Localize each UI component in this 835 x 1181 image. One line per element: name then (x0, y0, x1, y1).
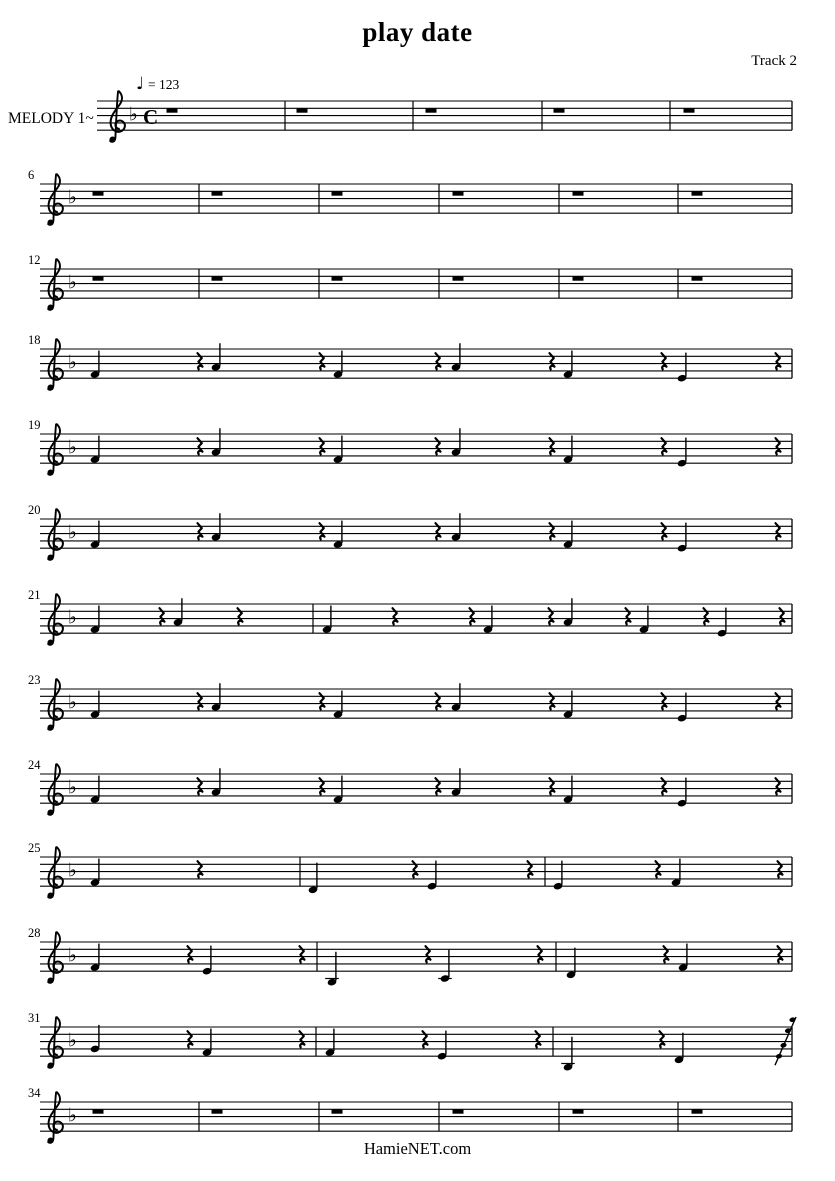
quarter-note (173, 598, 183, 626)
system-m24 (28, 758, 792, 816)
quarter-rest (662, 353, 667, 369)
flat-sign: ♭ (68, 859, 77, 882)
whole-rest (93, 276, 104, 280)
measure-number: 23 (28, 673, 41, 687)
quarter-note (333, 351, 343, 379)
note-run (775, 1017, 796, 1065)
quarter-note (563, 776, 573, 804)
quarter-note (451, 768, 461, 796)
quarter-rest (198, 778, 203, 794)
treble-clef-icon (48, 259, 63, 311)
quarter-rest (423, 1031, 428, 1047)
quarter-rest (300, 946, 305, 962)
whole-rest (426, 108, 437, 112)
system-m28 (28, 926, 792, 986)
whole-rest (332, 1109, 343, 1113)
quarter-rest (198, 438, 203, 454)
tempo-marking (136, 74, 179, 94)
quarter-note (677, 438, 687, 468)
quarter-rest (188, 1031, 193, 1047)
flat-sign: ♭ (68, 436, 77, 459)
quarter-rest (160, 608, 165, 624)
system-m6 (28, 168, 792, 226)
treble-clef-icon (48, 847, 63, 899)
quarter-rest (626, 608, 631, 624)
quarter-rest (776, 353, 781, 369)
flat-sign: ♭ (68, 944, 77, 967)
quarter-note (90, 351, 100, 379)
quarter-rest (198, 861, 203, 877)
whole-rest (93, 1109, 104, 1113)
flat-sign: ♭ (68, 351, 77, 374)
quarter-note (451, 428, 461, 456)
quarter-rest (436, 693, 441, 709)
whole-rest (167, 108, 178, 112)
quarter-note (308, 863, 318, 894)
run-note-head (780, 1042, 787, 1048)
system-m1 (97, 91, 792, 143)
quarter-rest (198, 523, 203, 539)
flat-sign: ♭ (68, 606, 77, 629)
whole-rest (573, 191, 584, 195)
treble-clef-icon (48, 679, 63, 731)
quarter-rest (550, 523, 555, 539)
quarter-rest (436, 778, 441, 794)
measure-number: 34 (28, 1086, 41, 1100)
quarter-rest (662, 523, 667, 539)
footer-watermark: HamieNET.com (363, 1139, 472, 1158)
quarter-note (90, 776, 100, 804)
quarter-note (427, 861, 437, 891)
quarter-note (333, 521, 343, 549)
flat-sign: ♭ (68, 776, 77, 799)
flat-sign: ♭ (68, 521, 77, 544)
tempo-quarter-note-icon: ♩ (136, 74, 145, 94)
whole-rest (93, 191, 104, 195)
quarter-rest (776, 778, 781, 794)
quarter-rest (198, 353, 203, 369)
quarter-note (90, 944, 100, 972)
flat-sign: ♭ (68, 691, 77, 714)
quarter-note (566, 948, 576, 979)
quarter-note (483, 606, 493, 634)
quarter-rest (776, 438, 781, 454)
whole-rest (212, 1109, 223, 1113)
measure-number: 24 (28, 758, 41, 772)
quarter-note (563, 521, 573, 549)
quarter-note (333, 436, 343, 464)
whole-rest (453, 276, 464, 280)
whole-rest (297, 108, 308, 112)
quarter-rest (662, 693, 667, 709)
quarter-note (677, 523, 687, 553)
flat-sign: ♭ (129, 103, 138, 126)
quarter-rest (413, 861, 418, 877)
quarter-rest (550, 778, 555, 794)
whole-rest (692, 1109, 703, 1113)
whole-rest (684, 108, 695, 112)
flat-sign: ♭ (68, 1104, 77, 1127)
measure-number: 19 (28, 418, 41, 432)
whole-rest (212, 191, 223, 195)
quarter-rest (662, 438, 667, 454)
measure-number: 12 (28, 253, 41, 267)
quarter-rest (550, 353, 555, 369)
whole-rest (573, 1109, 584, 1113)
quarter-note (90, 606, 100, 634)
quarter-rest (436, 523, 441, 539)
whole-rest (692, 276, 703, 280)
quarter-rest (320, 353, 325, 369)
quarter-rest (660, 1031, 665, 1047)
system-m19 (28, 418, 792, 476)
flat-sign: ♭ (68, 271, 77, 294)
quarter-note (677, 353, 687, 383)
whole-rest (453, 191, 464, 195)
quarter-rest (426, 946, 431, 962)
quarter-note (211, 683, 221, 711)
quarter-note (451, 343, 461, 371)
page-title: play date (362, 17, 473, 47)
flat-sign: ♭ (68, 1029, 77, 1052)
quarter-note (211, 343, 221, 371)
quarter-note (202, 1029, 212, 1057)
system-m20 (28, 503, 792, 561)
quarter-rest (188, 946, 193, 962)
quarter-rest (320, 523, 325, 539)
quarter-rest (778, 946, 783, 962)
treble-clef-icon (48, 424, 63, 476)
quarter-note (333, 776, 343, 804)
quarter-note (90, 1025, 100, 1053)
treble-clef-icon (48, 594, 63, 646)
quarter-note (438, 950, 452, 983)
quarter-rest (536, 1031, 541, 1047)
system-m25 (28, 841, 792, 899)
run-note-head (775, 1053, 782, 1059)
time-signature: C (143, 105, 159, 129)
quarter-rest (662, 778, 667, 794)
quarter-note (333, 691, 343, 719)
quarter-note (451, 683, 461, 711)
quarter-note (563, 436, 573, 464)
quarter-note (671, 859, 681, 887)
quarter-rest (320, 438, 325, 454)
quarter-note (553, 861, 563, 891)
measure-number: 6 (28, 168, 35, 182)
quarter-note (563, 691, 573, 719)
system-m31 (28, 1011, 796, 1071)
quarter-note (677, 693, 687, 723)
system-m23 (28, 673, 792, 731)
quarter-note (677, 778, 687, 808)
whole-rest (332, 276, 343, 280)
whole-rest (453, 1109, 464, 1113)
quarter-rest (538, 946, 543, 962)
treble-clef-icon (48, 1092, 63, 1144)
quarter-rest (549, 608, 554, 624)
quarter-rest (656, 861, 661, 877)
quarter-rest (238, 608, 243, 624)
system-m34 (28, 1086, 792, 1144)
quarter-rest (436, 353, 441, 369)
quarter-rest (776, 693, 781, 709)
track-label: Track 2 (751, 53, 797, 69)
whole-rest (332, 191, 343, 195)
measure-number: 28 (28, 926, 41, 940)
flat-sign: ♭ (68, 186, 77, 209)
quarter-note (90, 521, 100, 549)
quarter-rest (320, 778, 325, 794)
treble-clef-icon (48, 764, 63, 816)
measure-number: 18 (28, 333, 41, 347)
treble-clef-icon (48, 174, 63, 226)
quarter-note (325, 1029, 335, 1057)
quarter-note (90, 691, 100, 719)
quarter-rest (528, 861, 533, 877)
whole-rest (573, 276, 584, 280)
treble-clef-icon (48, 932, 63, 984)
quarter-note (717, 608, 727, 638)
quarter-note (437, 1031, 447, 1061)
quarter-rest (664, 946, 669, 962)
quarter-note (202, 946, 212, 976)
system-m18 (28, 333, 792, 391)
quarter-rest (776, 523, 781, 539)
quarter-note (451, 513, 461, 541)
system-m21 (28, 588, 792, 646)
measure-number: 25 (28, 841, 41, 855)
quarter-note (678, 944, 688, 972)
measure-number: 31 (28, 1011, 41, 1025)
quarter-note (90, 859, 100, 887)
quarter-rest (198, 693, 203, 709)
quarter-note (211, 513, 221, 541)
whole-rest (212, 276, 223, 280)
quarter-rest (704, 608, 709, 624)
quarter-rest (393, 608, 398, 624)
quarter-note (211, 768, 221, 796)
quarter-rest (320, 693, 325, 709)
quarter-note (674, 1033, 684, 1064)
quarter-rest (550, 693, 555, 709)
whole-rest (554, 108, 565, 112)
treble-clef-icon (110, 91, 125, 143)
tempo-value: = 123 (148, 77, 180, 92)
quarter-rest (778, 861, 783, 877)
treble-clef-icon (48, 1017, 63, 1069)
quarter-note (639, 606, 649, 634)
treble-clef-icon (48, 339, 63, 391)
quarter-rest (550, 438, 555, 454)
quarter-rest (780, 608, 785, 624)
whole-rest (692, 191, 703, 195)
treble-clef-icon (48, 509, 63, 561)
quarter-note (563, 351, 573, 379)
measure-number: 20 (28, 503, 41, 517)
quarter-note (563, 598, 573, 626)
quarter-note (211, 428, 221, 456)
quarter-note (90, 436, 100, 464)
quarter-rest (470, 608, 475, 624)
measure-number: 21 (28, 588, 41, 602)
system-m12 (28, 253, 792, 311)
quarter-rest (300, 1031, 305, 1047)
quarter-rest (436, 438, 441, 454)
quarter-note (322, 606, 332, 634)
instrument-label: MELODY 1~ (8, 110, 94, 127)
